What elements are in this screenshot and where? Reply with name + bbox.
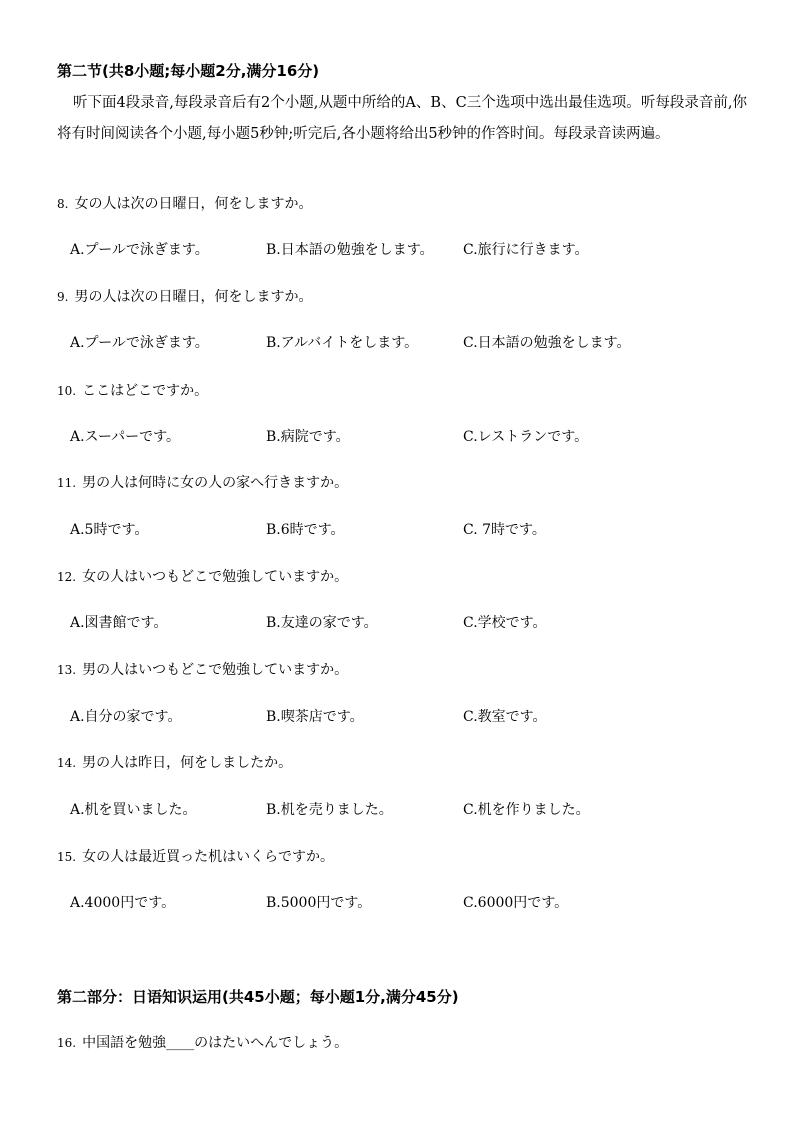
question-14	[57, 752, 292, 772]
question-13-option-b: B.喫茶店です。	[266, 709, 364, 725]
question-12	[57, 566, 348, 586]
question-15-option-c: C.6000円です。	[463, 895, 569, 911]
question-15-option-a: A.4000円です。	[70, 895, 176, 911]
question-12-option-b: B.友達の家です。	[266, 615, 378, 631]
question-text: 女の人は最近買った机はいくらですか。	[82, 849, 334, 865]
question-14-option-a: A.机を買いました。	[70, 802, 197, 818]
question-8	[57, 193, 312, 213]
question-13-option-a: A.自分の家です。	[70, 709, 182, 725]
question-number: 15.	[57, 850, 77, 864]
question-number: 9.	[57, 290, 69, 304]
question-14-option-b: B.机を売りました。	[266, 802, 393, 818]
question-number: 14.	[57, 756, 77, 770]
question-text: 女の人は次の日曜日，何をしますか。	[74, 196, 313, 212]
question-14-option-c: C.机を作りました。	[463, 802, 590, 818]
question-number: 16.	[57, 1036, 77, 1050]
question-9	[57, 286, 312, 306]
question-text: 男の人は何時に女の人の家へ行きますか。	[82, 475, 349, 491]
question-10-option-b: B.病院です。	[266, 429, 350, 445]
section2-instructions: 听下面4段录音,每段录音后有2个小题,从题中所给的A、B、C三个选项中选出最佳选项。听每段录音前,你将有时间阅读各个小题,每小题5秒钟;听完后,各小题将给出5秒钟的作答时间。每段录音读两遍。	[57, 95, 747, 142]
question-12-option-a: A.図書館です。	[70, 615, 168, 631]
question-13-option-c: C.教室です。	[463, 709, 547, 725]
question-16	[57, 1032, 348, 1052]
question-text: 男の人はいつもどこで勉強していますか。	[82, 662, 349, 678]
question-10-option-c: C.レストランです。	[463, 429, 589, 445]
question-number: 13.	[57, 663, 77, 677]
question-12-option-c: C.学校です。	[463, 615, 547, 631]
question-9-option-a: A.プールで泳ぎます。	[70, 335, 209, 351]
question-text: 男の人は昨日，何をしましたか。	[82, 755, 293, 771]
question-10	[57, 380, 208, 400]
question-13	[57, 659, 348, 679]
section2-heading: 第二节(共8小题;每小题2分,满分16分)	[57, 62, 320, 80]
question-9-option-b: B.アルバイトをします。	[266, 335, 419, 351]
question-text: ここはどこですか。	[82, 383, 209, 399]
question-11	[57, 472, 348, 492]
question-number: 8.	[57, 197, 69, 211]
question-number: 12.	[57, 570, 77, 584]
question-15	[57, 846, 334, 866]
question-8-option-a: A.プールで泳ぎます。	[70, 242, 209, 258]
question-text: 女の人はいつもどこで勉強していますか。	[82, 569, 349, 585]
question-text: 中国語を勉強____のはたいへんでしょう。	[82, 1035, 349, 1051]
question-10-option-a: A.スーパーです。	[70, 429, 181, 445]
question-15-option-b: B.5000円です。	[266, 895, 372, 911]
question-8-option-b: B.日本語の勉強をします。	[266, 242, 434, 258]
question-11-option-c: C. 7時です。	[463, 522, 546, 538]
question-11-option-b: B.6時です。	[266, 522, 345, 538]
question-text: 男の人は次の日曜日，何をしますか。	[74, 289, 313, 305]
question-number: 11.	[57, 476, 77, 490]
question-number: 10.	[57, 384, 77, 398]
question-8-option-c: C.旅行に行きます。	[463, 242, 589, 258]
part2-heading: 第二部分：日语知识运用(共45小题；每小题1分,满分45分)	[57, 988, 459, 1006]
question-11-option-a: A.5時です。	[70, 522, 149, 538]
question-9-option-c: C.日本語の勉強をします。	[463, 335, 631, 351]
